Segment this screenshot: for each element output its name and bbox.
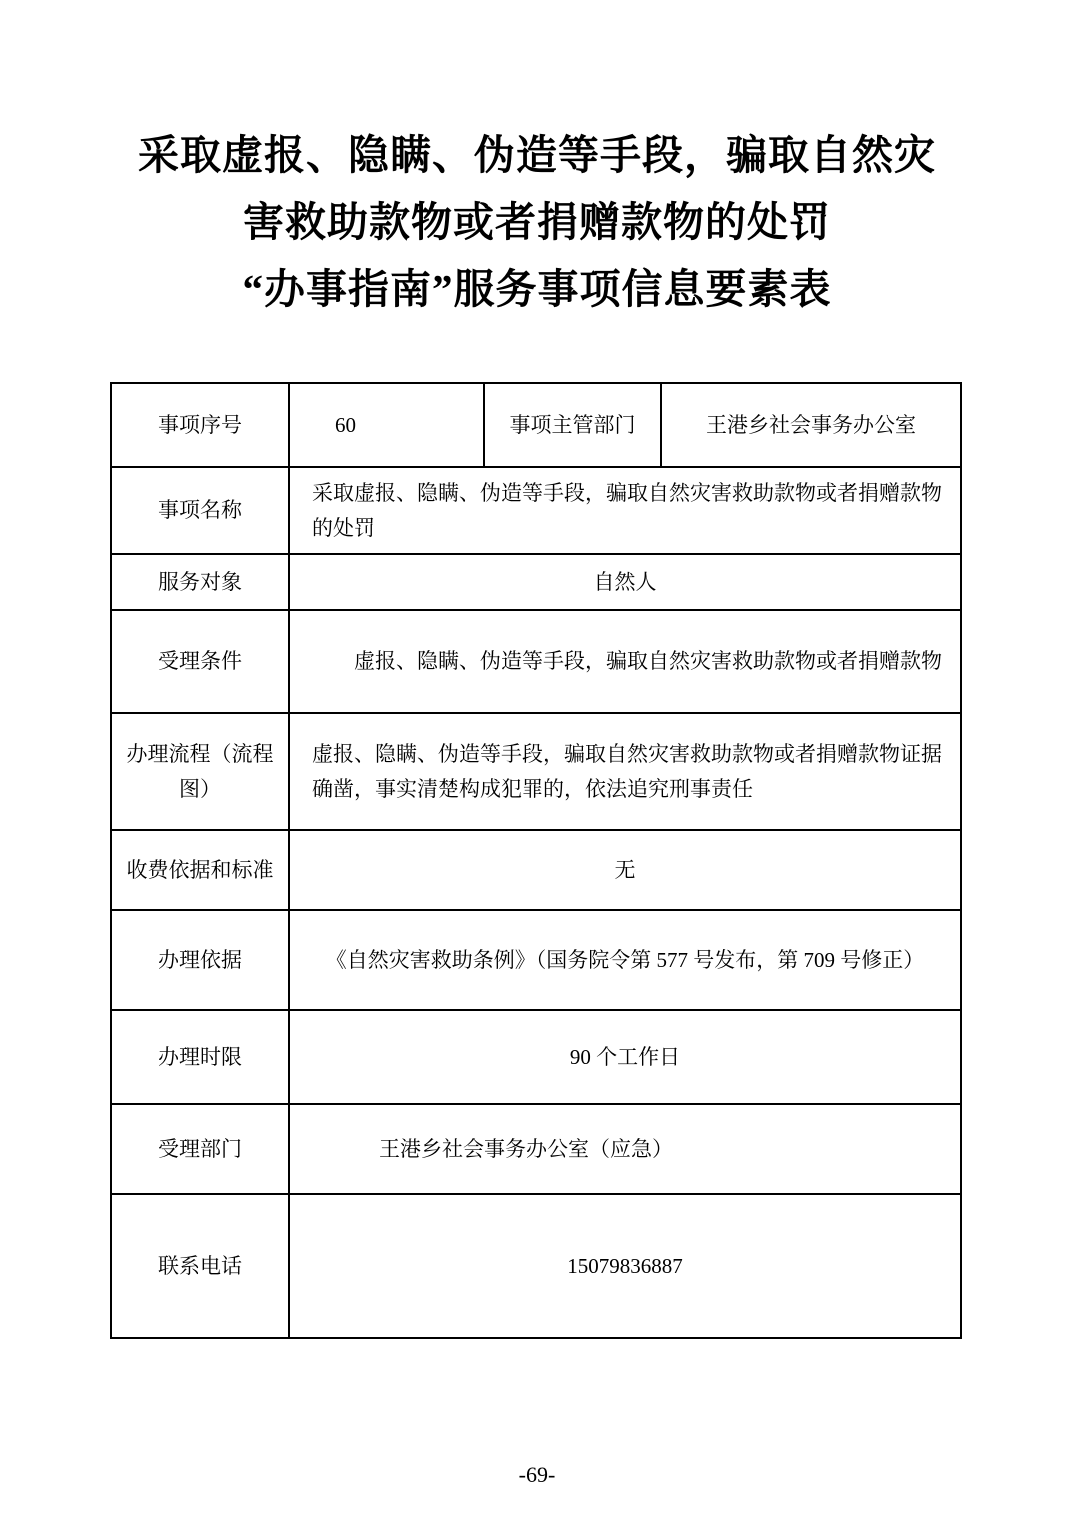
time-limit-label: 办理时限 — [111, 1010, 289, 1104]
page-number: -69- — [518, 1462, 556, 1487]
fee-basis-label: 收费依据和标准 — [111, 830, 289, 910]
supervising-department-value: 王港乡社会事务办公室 — [661, 383, 961, 467]
service-target-label: 服务对象 — [111, 554, 289, 610]
table-row — [111, 830, 961, 910]
service-target-value: 自然人 — [289, 554, 961, 610]
fee-basis-value: 无 — [289, 830, 961, 910]
title-line-3: “办事指南”服务事项信息要素表 — [242, 266, 832, 312]
contact-phone-value: 15079836887 — [289, 1194, 961, 1338]
contact-phone-label: 联系电话 — [111, 1194, 289, 1338]
table-row — [111, 910, 961, 1010]
service-info-table — [110, 382, 962, 1339]
acceptance-condition-value: 虚报、隐瞒、伪造等手段，骗取自然灾害救助款物或者捐赠款物 — [289, 610, 961, 713]
process-flow-value: 虚报、隐瞒、伪造等手段，骗取自然灾害救助款物或者捐赠款物证据确凿，事实清楚构成犯罪的，依法追究刑事责任 — [289, 713, 961, 830]
table-row — [111, 1194, 961, 1338]
time-limit-value: 90 个工作日 — [289, 1010, 961, 1104]
document-title — [0, 122, 1074, 323]
item-name-value: 采取虚报、隐瞒、伪造等手段，骗取自然灾害救助款物或者捐赠款物的处罚 — [289, 467, 961, 554]
title-line-1: 采取虚报、隐瞒、伪造等手段，骗取自然灾 — [138, 132, 936, 178]
legal-basis-label: 办理依据 — [111, 910, 289, 1010]
table-row — [111, 610, 961, 713]
item-number-label: 事项序号 — [111, 383, 289, 467]
accepting-department-label: 受理部门 — [111, 1104, 289, 1194]
supervising-department-label: 事项主管部门 — [484, 383, 661, 467]
table-row — [111, 713, 961, 830]
table-row — [111, 383, 961, 467]
process-flow-label: 办理流程（流程图） — [111, 713, 289, 830]
legal-basis-value: 《自然灾害救助条例》（国务院令第 577 号发布，第 709 号修正） — [289, 910, 961, 1010]
acceptance-condition-label: 受理条件 — [111, 610, 289, 713]
item-name-label: 事项名称 — [111, 467, 289, 554]
table-row — [111, 467, 961, 554]
table-row — [111, 554, 961, 610]
accepting-department-value: 王港乡社会事务办公室（应急） — [289, 1104, 961, 1194]
title-line-2: 害救助款物或者捐赠款物的处罚 — [243, 199, 831, 245]
table-row — [111, 1010, 961, 1104]
item-number-value: 60 — [289, 383, 484, 467]
table-row — [111, 1104, 961, 1194]
